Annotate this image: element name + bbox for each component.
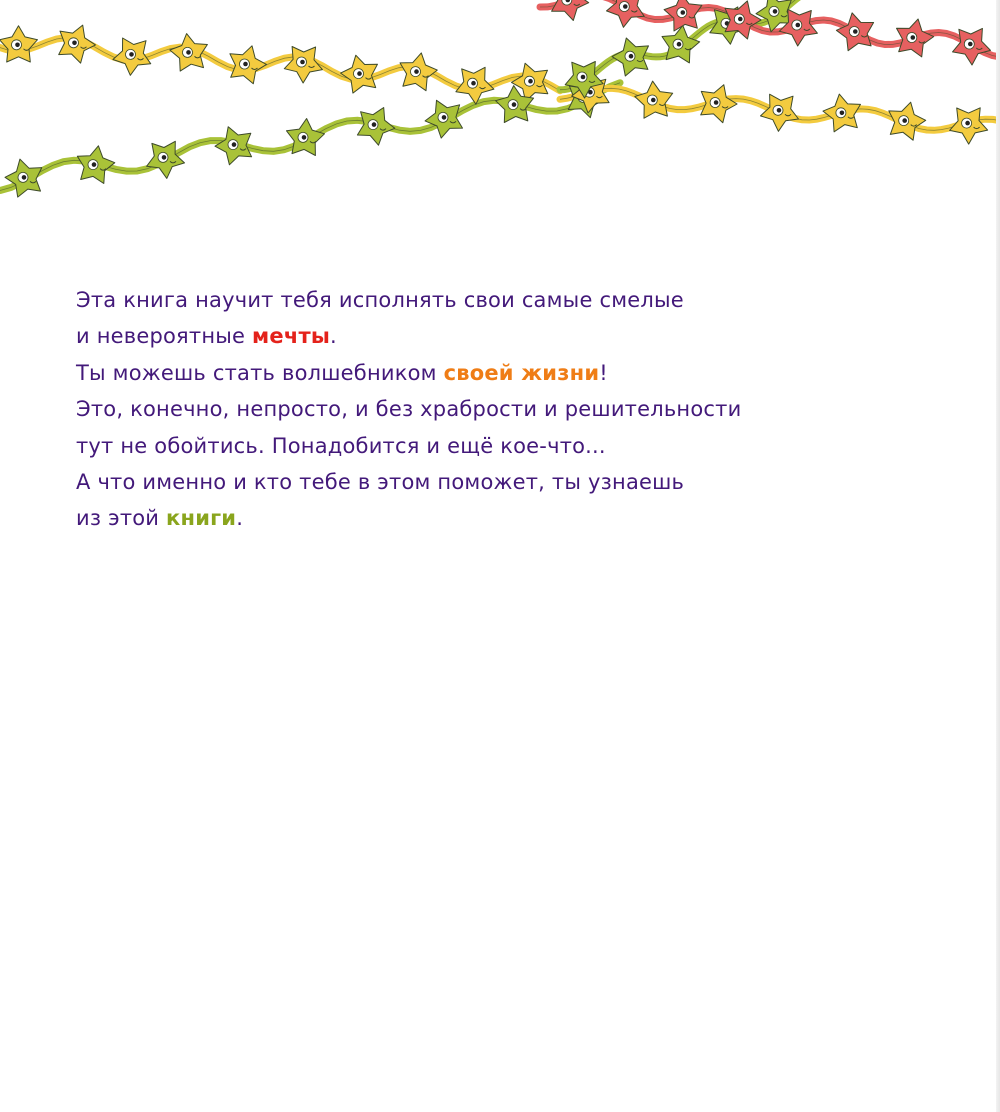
star-pupil bbox=[911, 35, 916, 40]
star-pupil bbox=[414, 69, 419, 74]
highlight-book: книги bbox=[166, 506, 237, 531]
star-creature-icon bbox=[662, 25, 700, 63]
star-creature-icon bbox=[950, 108, 988, 144]
star-garland-decoration bbox=[0, 0, 1000, 210]
text-line-5: тут не обойтись. Понадобится и ещё кое-что... bbox=[76, 433, 606, 458]
star-pupil bbox=[651, 98, 656, 103]
star-creature-icon bbox=[170, 34, 208, 72]
page-edge-shadow bbox=[996, 0, 1000, 1112]
star-creature-icon bbox=[701, 85, 737, 123]
star-creature-icon bbox=[425, 100, 462, 138]
star-creature-icon bbox=[77, 146, 115, 184]
intro-text bbox=[76, 282, 956, 537]
star-pupil bbox=[714, 100, 719, 105]
star-pupil bbox=[372, 122, 377, 127]
star-pupil bbox=[232, 142, 237, 147]
star-creature-icon bbox=[341, 55, 378, 93]
star-creature-icon bbox=[761, 94, 799, 131]
star-creature-icon bbox=[287, 119, 325, 156]
star-pupil bbox=[162, 155, 167, 160]
star-pupil bbox=[623, 4, 628, 9]
text-line-3-start: Ты можешь стать волшебником bbox=[76, 360, 444, 385]
star-creature-icon bbox=[59, 25, 96, 63]
star-pupil bbox=[629, 54, 634, 59]
star-pupil bbox=[129, 52, 134, 57]
star-creature-icon bbox=[823, 94, 861, 132]
star-creature-icon bbox=[400, 53, 437, 91]
star-creature-icon bbox=[0, 26, 38, 62]
star-creature-icon bbox=[607, 0, 645, 27]
star-pupil bbox=[92, 162, 97, 167]
text-line-7-start: из этой bbox=[76, 506, 167, 531]
star-pupil bbox=[796, 23, 801, 28]
star-pupil bbox=[773, 9, 778, 14]
star-pupil bbox=[186, 50, 191, 55]
star-pupil bbox=[471, 81, 476, 86]
star-creature-icon bbox=[889, 102, 926, 140]
star-creature-icon bbox=[357, 108, 394, 146]
star-pupil bbox=[243, 62, 248, 67]
star-pupil bbox=[777, 108, 782, 113]
star-pupil bbox=[965, 121, 970, 126]
star-pupil bbox=[528, 79, 533, 84]
star-pupil bbox=[581, 75, 586, 80]
star-pupil bbox=[968, 42, 973, 47]
star-pupil bbox=[300, 60, 305, 65]
star-pupil bbox=[15, 43, 20, 48]
star-creature-icon bbox=[953, 28, 991, 65]
star-pupil bbox=[840, 111, 845, 116]
text-line-4: Это, конечно, непросто, и без храбрости и решительности bbox=[76, 397, 742, 422]
highlight-dreams: мечты bbox=[252, 324, 331, 349]
star-creature-icon bbox=[215, 127, 252, 165]
text-line-2 bbox=[76, 318, 956, 354]
star-creature-icon bbox=[147, 141, 185, 178]
star-pupil bbox=[853, 29, 858, 34]
text-line-3-end: ! bbox=[599, 360, 608, 385]
star-pupil bbox=[442, 115, 447, 120]
text-line-7 bbox=[76, 500, 956, 536]
star-creature-icon bbox=[635, 81, 673, 118]
star-pupil bbox=[902, 118, 907, 123]
star-pupil bbox=[22, 175, 27, 180]
star-creature-icon bbox=[897, 19, 934, 57]
star-pupil bbox=[512, 102, 517, 107]
text-line-7-end: . bbox=[236, 506, 244, 531]
highlight-own-life: своей жизни bbox=[443, 360, 600, 385]
star-pupil bbox=[738, 17, 743, 22]
star-creature-icon bbox=[113, 38, 151, 75]
star-creature-icon bbox=[284, 47, 322, 84]
text-line-3 bbox=[76, 355, 956, 391]
star-creature-icon bbox=[5, 159, 42, 197]
text-line-6: А что именно и кто тебе в этом поможет, ты узнаешь bbox=[76, 470, 685, 495]
text-line-2-end: . bbox=[330, 324, 337, 349]
text-line-2-start: и невероятные bbox=[76, 324, 253, 349]
star-pupil bbox=[357, 71, 362, 76]
star-creature-icon bbox=[230, 46, 267, 84]
star-pupil bbox=[677, 42, 682, 47]
star-pupil bbox=[72, 41, 77, 46]
star-pupil bbox=[302, 135, 307, 140]
star-pupil bbox=[681, 10, 686, 15]
star-creature-icon bbox=[612, 38, 649, 76]
star-creature-icon bbox=[552, 0, 589, 21]
text-line-1: Эта книга научит тебя исполнять свои самые смелые bbox=[76, 288, 684, 312]
star-creature-icon bbox=[836, 13, 873, 51]
